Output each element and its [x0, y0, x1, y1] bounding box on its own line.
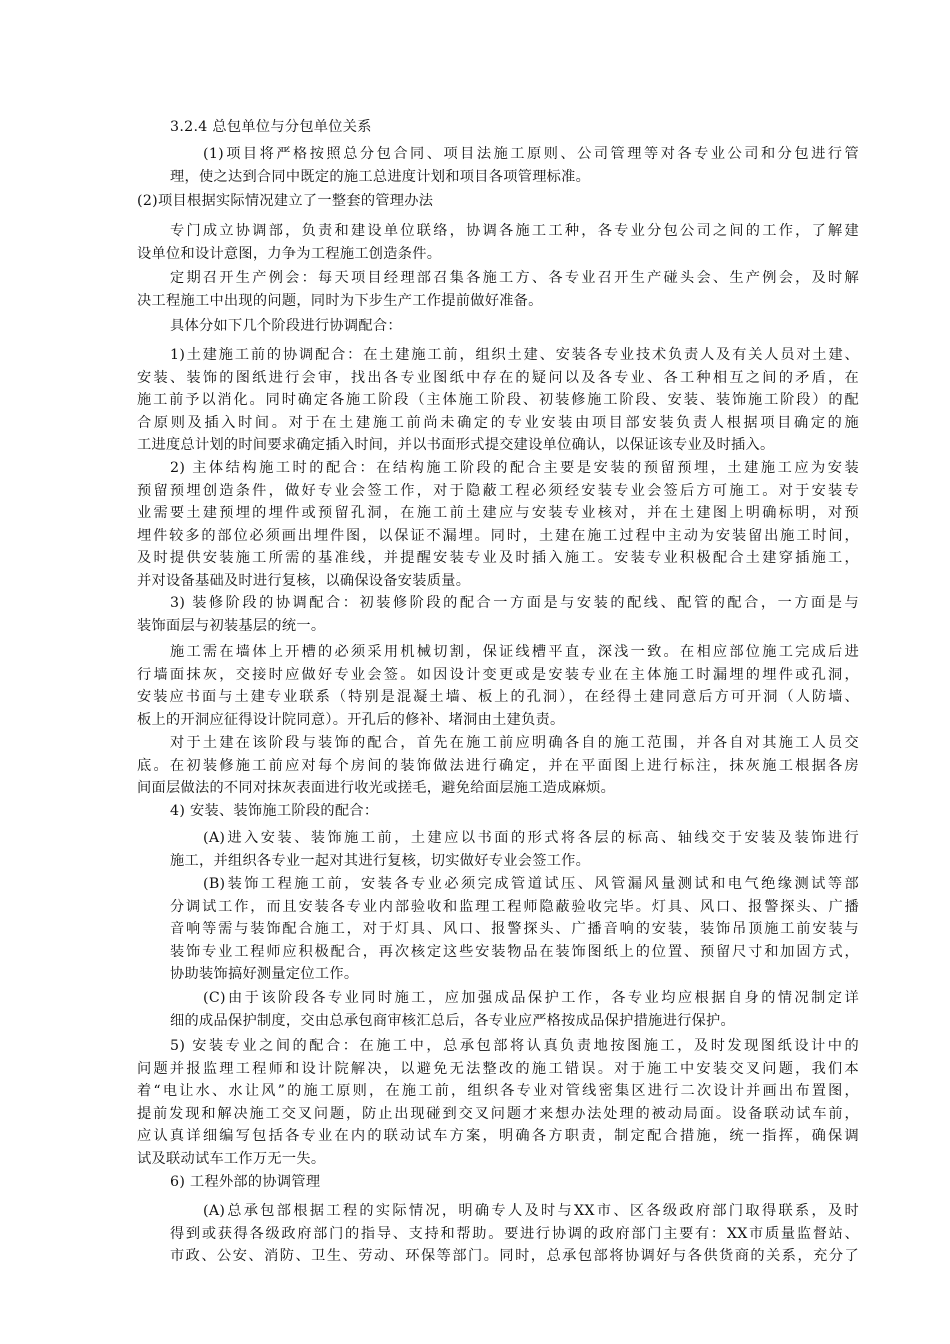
- paragraph-line: 行墙面抹灰，交接时应做好专业会签。如因设计变更或是安装专业在主体施工时漏埋的埋件或孔洞，: [137, 666, 859, 683]
- paragraph-line: 1)土建施工前的协调配合：在土建施工前，组织土建、安装各专业技术负责人及有关人员对土建、: [170, 347, 859, 363]
- paragraph-line: 具体分如下几个阶段进行协调配合：: [170, 318, 402, 334]
- paragraph-15: [137, 1035, 859, 1171]
- paragraph-line: 理，使之达到合同中既定的施工总进度计划和项目各项管理标准。: [170, 168, 591, 185]
- paragraph-line: 板上的开洞应征得设计院同意）。开孔后的修补、堵洞由土建负责。: [137, 711, 565, 728]
- paragraph-line: 底。在初装修施工前应对每个房间的装饰做法进行确定，并在平面图上进行标注，抹灰施工根据各房: [137, 757, 859, 774]
- paragraph-line: 分调试工作，而且安装各专业内部验收和监理工程师隐蔽验收完毕。灯具、风口、报警探头、广播: [170, 898, 859, 915]
- paragraph-7: [137, 457, 859, 593]
- paragraph-line: 装饰专业工程师应积极配合，再次核定这些安装物品在装饰图纸上的位置、预留尺寸和加固方式，: [170, 943, 859, 960]
- paragraph-14: [137, 987, 859, 1032]
- paragraph-line: 提前发现和解决施工交叉问题，防止出现碰到交叉问题才来想办法处理的被动局面。设备联动试车前，: [137, 1105, 859, 1122]
- paragraph-line: 业需要土建预埋的埋件或预留孔洞，在施工前土建应与安装专业核对，并在土建图上明确标明，对预: [137, 505, 859, 522]
- paragraph-line: (A)进入安装、装饰施工前，土建应以书面的形式将各层的标高、轴线交于安装及装饰进行: [203, 830, 859, 846]
- paragraph-13: [137, 873, 859, 986]
- paragraph-line: 并对设备基础及时进行复核，以确保设备安装质量。: [137, 572, 471, 589]
- paragraph-line: 施工需在墙体上开槽的必须采用机械切割，保证线槽平直，深浅一致。在相应部位施工完成后进: [170, 644, 859, 660]
- paragraph-line: 安装、装饰的图纸进行会审，找出各专业图纸中存在的疑问以及各专业、各工种相互之间的矛盾，在: [137, 369, 859, 386]
- section-heading: [170, 116, 892, 139]
- paragraph-line: 工进度总计划的时间要求确定插入时间，并以书面形式提交建设单位确认，以保证该专业及时插入。: [137, 437, 775, 454]
- paragraph-line: (1)项目将严格按照总分包合同、项目法施工原则、公司管理等对各专业公司和分包进行管: [203, 146, 859, 162]
- paragraph-1: [137, 143, 859, 188]
- paragraph-line: (A)总承包部根据工程的实际情况，明确专人及时与XX市、区各级政府部门取得联系，及时: [203, 1203, 859, 1219]
- paragraph-4: [137, 267, 859, 312]
- paragraph-line: 合原则及插入时间。对于在土建施工前尚未确定的专业安装由项目部安装负责人根据项目确定的施: [137, 414, 859, 431]
- paragraph-line: 安装应书面与土建专业联系（特别是混凝土墙、板上的孔洞），在经得土建同意后方可开洞（人防墙、: [137, 689, 859, 706]
- heading-text: 3.2.4 总包单位与分包单位关系: [170, 119, 372, 135]
- paragraph-line: 3) 装修阶段的协调配合：初装修阶段的配合一方面是与安装的配线、配管的配合，一方面是与: [170, 595, 859, 611]
- paragraph-line: 4) 安装、装饰施工阶段的配合：: [170, 803, 379, 819]
- paragraph-line: 决工程施工中出现的问题，同时为下步生产工作提前做好准备。: [137, 292, 543, 309]
- paragraph-line: 试及联动试车工作万无一失。: [137, 1150, 326, 1167]
- paragraph-line: 问题并报监理工程师和设计院解决，以避免无法整改的施工错误。对于施工中安装交叉问题，我们本: [137, 1060, 859, 1077]
- paragraph-line: 5) 安装专业之间的配合：在施工中，总承包部将认真负责地按图施工，及时发现图纸设计中的: [170, 1038, 859, 1054]
- paragraph-16: [137, 1171, 859, 1194]
- paragraph-line: 及时提供安装施工所需的基准线，并提醒安装专业及时插入施工。安装专业积极配合土建穿插施工，: [137, 550, 859, 567]
- paragraph-line: (B)装饰工程施工前，安装各专业必须完成管道试压、风管漏风量测试和电气绝缘测试等部: [203, 876, 859, 892]
- paragraph-line: 应认真详细编写包括各专业在内的联动试车方案，明确各方职责，制定配合措施，统一指挥，确保调: [137, 1128, 859, 1145]
- paragraph-12: [137, 827, 859, 872]
- paragraph-17: [137, 1200, 859, 1268]
- paragraph-5: [137, 315, 859, 338]
- paragraph-line: 专门成立协调部，负责和建设单位联络，协调各施工工种，各专业分包公司之间的工作，了解建: [170, 223, 859, 239]
- paragraph-8: [137, 592, 859, 637]
- paragraph-line: 对于土建在该阶段与装饰的配合，首先在施工前应明确各自的施工范围，并各自对其施工人员交: [170, 735, 859, 751]
- paragraph-line: 音响等需与装饰配合施工，对于灯具、风口、报警探头、广播音响的安装，装饰吊顶施工前安装与: [170, 921, 859, 938]
- paragraph-line: 市政、公安、消防、卫生、劳动、环保等部门。同时，总承包部将协调好与各供货商的关系，充分了: [170, 1248, 859, 1265]
- paragraph-line: 着“电让水、水让风”的施工原则，在施工前，组织各专业对管线密集区进行二次设计并画出布置图，: [137, 1083, 859, 1100]
- paragraph-line: (2)项目根据实际情况建立了一整套的管理办法: [137, 193, 434, 209]
- paragraph-3: [137, 220, 859, 265]
- paragraph-6: [137, 344, 859, 457]
- paragraph-line: 预留预埋创造条件，做好专业会签工作，对于隐蔽工程必须经安装专业会签后方可施工。对于安装专: [137, 482, 859, 499]
- paragraph-10: [137, 732, 859, 800]
- paragraph-2: [137, 190, 859, 213]
- paragraph-line: 协助装饰搞好测量定位工作。: [170, 966, 359, 983]
- paragraph-line: 埋件较多的部位必须画出埋件图，以保证不漏埋。同时，土建在施工过程中主动为安装留出施工时间，: [137, 527, 859, 544]
- paragraph-line: 施工前予以消化。同时确定各施工阶段（主体施工阶段、初装修施工阶段、安装、装饰施工阶段）的配: [137, 392, 859, 409]
- paragraph-9: [137, 641, 859, 731]
- paragraph-line: 2) 主体结构施工时的配合：在结构施工阶段的配合主要是安装的预留预埋，土建施工应为安装: [170, 460, 859, 476]
- paragraph-line: 施工，并组织各专业一起对其进行复核，切实做好专业会签工作。: [170, 852, 591, 869]
- paragraph-line: (C)由于该阶段各专业同时施工，应加强成品保护工作，各专业均应根据自身的情况制定详: [203, 990, 859, 1006]
- paragraph-line: 6) 工程外部的协调管理: [170, 1174, 321, 1190]
- paragraph-line: 细的成品保护制度，交由总承包商审核汇总后，各专业应严格按成品保护措施进行保护。: [170, 1012, 736, 1029]
- paragraph-line: 定期召开生产例会：每天项目经理部召集各施工方、各专业召开生产碰头会、生产例会，及时解: [170, 270, 859, 286]
- paragraph-11: [137, 800, 859, 823]
- paragraph-line: 装饰面层与初装基层的统一。: [137, 617, 326, 634]
- paragraph-line: 设单位和设计意图，力争为工程施工创造条件。: [137, 245, 442, 262]
- paragraph-line: 间面层做法的不同对抹灰表面进行收光或搓毛，避免给面层施工造成麻烦。: [137, 780, 616, 797]
- paragraph-line: 得到或获得各级政府部门的指导、支持和帮助。要进行协调的政府部门主要有：XX市质量监督站、: [170, 1225, 859, 1242]
